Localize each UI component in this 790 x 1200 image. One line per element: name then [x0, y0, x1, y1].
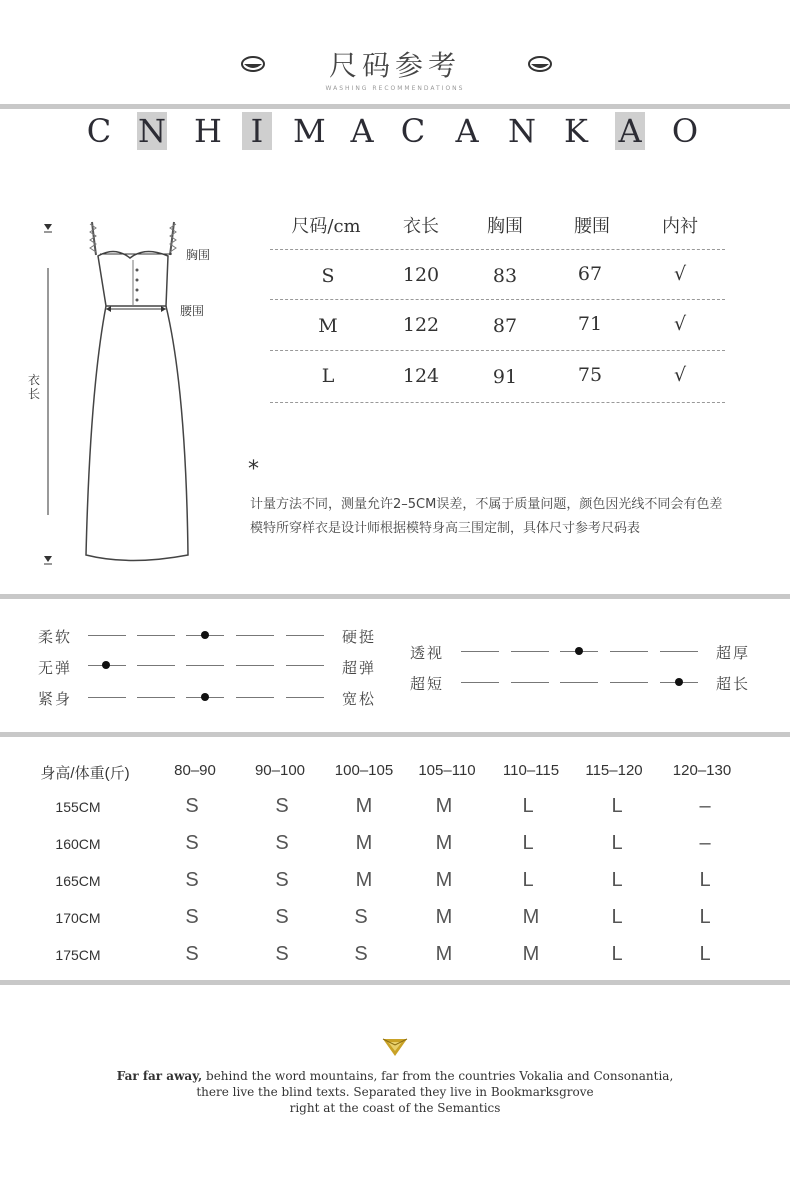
table-cell: M [435, 943, 453, 965]
table-cell: S [354, 943, 368, 965]
scale-right-label: 硬挺 [342, 628, 377, 646]
scale-marker [201, 631, 209, 639]
table-cell: M [318, 315, 338, 337]
table-header: 尺码/cm [291, 216, 361, 237]
scale-left-label: 透视 [410, 644, 445, 662]
table-cell: S [275, 869, 289, 891]
table-cell: 67 [577, 263, 603, 285]
gold-logo-icon [382, 1037, 408, 1057]
scale-marker [675, 678, 683, 686]
table-cell: 91 [492, 366, 518, 388]
table-cell: √ [673, 263, 687, 285]
page-subtitle: WASHING RECOMMENDATIONS [325, 85, 465, 92]
table-cell: L [611, 795, 623, 817]
table-cell: 120 [402, 264, 440, 286]
brand-letter: H [194, 112, 222, 150]
table-cell: S [185, 795, 199, 817]
divider [0, 980, 790, 985]
table-cell: M [435, 795, 453, 817]
table-cell: M [435, 832, 453, 854]
chest-label: 胸围 [186, 248, 211, 262]
table-cell: M [355, 832, 373, 854]
table-cell: L [611, 832, 623, 854]
scale-marker [575, 647, 583, 655]
row-divider [270, 299, 725, 300]
scale-marker [201, 693, 209, 701]
table-cell: – [699, 832, 711, 854]
scale-right-label: 超弹 [342, 659, 377, 677]
note-line: 计量方法不同，测量允许2–5CM误差，不属于质量问题，颜色因光线不同会有色差 [250, 497, 723, 512]
table-cell: M [522, 943, 540, 965]
row-divider [270, 402, 725, 403]
table-cell: S [321, 265, 335, 287]
table-cell: 170CM [55, 910, 101, 926]
brand-letter: A [615, 112, 645, 150]
note-line: 模特所穿样衣是设计师根据模特身高三围定制，具体尺寸参考尺码表 [250, 521, 641, 536]
table-cell: √ [673, 364, 687, 386]
table-cell: 71 [577, 313, 603, 335]
table-cell: M [355, 869, 373, 891]
table-header: 90–100 [254, 762, 306, 779]
brand-letter: A [350, 112, 374, 150]
table-cell: S [185, 943, 199, 965]
table-cell: S [275, 943, 289, 965]
table-header: 腰围 [574, 216, 610, 237]
brand-letter: I [242, 112, 272, 150]
table-cell: L [611, 869, 623, 891]
table-cell: L [699, 906, 711, 928]
brand-letter: N [138, 112, 166, 150]
table-cell: 83 [492, 265, 518, 287]
divider [0, 732, 790, 737]
waist-label: 腰围 [180, 304, 205, 318]
row-divider [270, 249, 725, 250]
divider [0, 104, 790, 109]
table-cell: S [185, 832, 199, 854]
table-cell: S [185, 906, 199, 928]
table-cell: L [611, 943, 623, 965]
brand-letters [0, 112, 790, 152]
table-header: 衣长 [403, 216, 439, 237]
scale-right-label: 超厚 [716, 644, 751, 662]
table-header: 115–120 [585, 762, 643, 779]
table-cell: 75 [577, 364, 603, 386]
table-cell: S [185, 869, 199, 891]
footer-line: right at the coast of the Semantics [289, 1101, 501, 1115]
table-cell: L [699, 869, 711, 891]
table-header: 100–105 [334, 762, 394, 779]
table-cell: S [354, 906, 368, 928]
footer-text: behind the word mountains, far from the countries Vokalia and Consonantia, [202, 1069, 674, 1083]
table-cell: – [699, 795, 711, 817]
leaf-icon-right [527, 54, 553, 74]
brand-letter: A [455, 112, 479, 150]
table-header: 110–115 [502, 762, 560, 779]
scale-left-label: 无弹 [38, 659, 73, 677]
brand-letter: C [86, 112, 112, 150]
brand-letter: N [508, 112, 536, 150]
scale-left-label: 紧身 [38, 690, 73, 708]
table-header: 内衬 [662, 216, 698, 237]
table-header: 80–90 [174, 762, 216, 779]
table-cell: L [321, 365, 335, 387]
page-title: 尺码参考 [328, 49, 461, 82]
brand-letter: C [400, 112, 426, 150]
scale-left-label: 柔软 [38, 628, 73, 646]
brand-letter: K [564, 112, 588, 150]
scale-right-label: 超长 [716, 675, 751, 693]
table-cell: M [435, 906, 453, 928]
table-cell: 122 [402, 314, 440, 336]
table-cell: S [275, 906, 289, 928]
table-cell: L [611, 906, 623, 928]
table-cell: L [522, 795, 534, 817]
star-mark: * [248, 457, 259, 482]
divider [0, 594, 790, 599]
brand-letter: O [671, 112, 699, 150]
footer-line [0, 1068, 790, 1084]
length-label: 衣长 [28, 373, 41, 401]
table-cell: 160CM [55, 836, 101, 852]
table-cell: M [435, 869, 453, 891]
table-cell: 124 [402, 365, 440, 387]
scale-right-label: 宽松 [342, 690, 377, 708]
dress-sketch [20, 210, 230, 570]
footer-line: there live the blind texts. Separated they live in Bookmarksgrove [196, 1085, 594, 1099]
scale-left-label: 超短 [410, 675, 445, 693]
scale-marker [102, 661, 110, 669]
table-header: 胸围 [487, 216, 523, 237]
table-cell: L [522, 869, 534, 891]
table-cell: M [355, 795, 373, 817]
table-cell: 155CM [55, 799, 101, 815]
table-cell: 87 [492, 315, 518, 337]
row-divider [270, 350, 725, 351]
table-cell: L [699, 943, 711, 965]
table-header: 105–110 [418, 762, 476, 779]
table-cell: 165CM [55, 873, 101, 889]
table-cell: 175CM [55, 947, 101, 963]
table-header: 120–130 [672, 762, 732, 779]
table-cell: S [275, 832, 289, 854]
table-cell: √ [673, 313, 687, 335]
brand-letter: M [293, 112, 326, 150]
table-header: 身高/体重(斤) [40, 765, 130, 782]
footer-bold: Far far away, [116, 1069, 203, 1083]
table-cell: L [522, 832, 534, 854]
table-cell: S [275, 795, 289, 817]
table-cell: M [522, 906, 540, 928]
